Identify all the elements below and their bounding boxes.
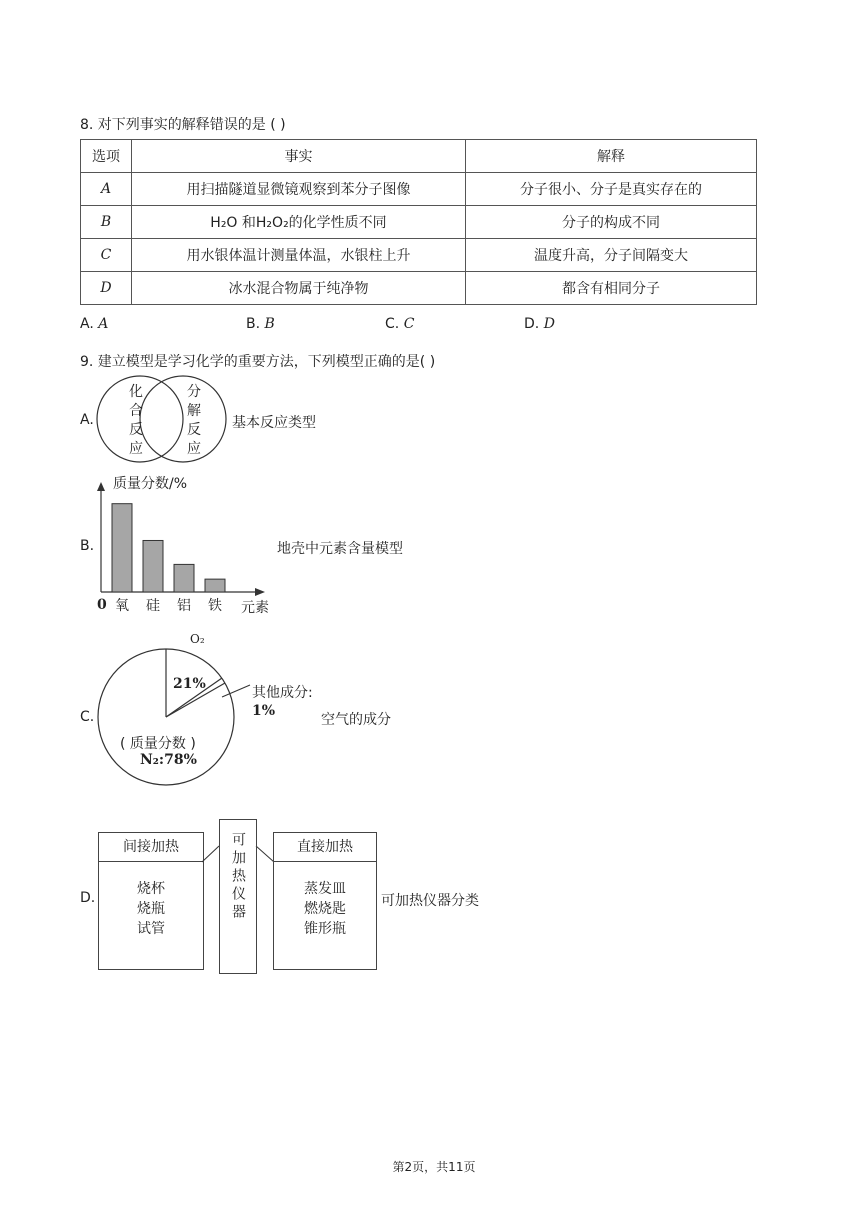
row-option: B xyxy=(81,206,132,239)
row-fact: 用水银体温计测量体温，水银柱上升 xyxy=(132,239,466,272)
option-value: A xyxy=(98,316,109,332)
table-row xyxy=(81,239,757,272)
tick-label: 铁 xyxy=(208,598,222,614)
char: 应 xyxy=(187,441,201,457)
table-header-row xyxy=(81,140,757,173)
list-item: 蒸发皿 xyxy=(304,881,346,897)
bar-铁 xyxy=(205,579,225,592)
tick-label: 铝 xyxy=(177,598,191,614)
header-fact: 事实 xyxy=(132,140,466,173)
row-fact: H₂O 和H₂O₂的化学性质不同 xyxy=(132,206,466,239)
direct-heating-box xyxy=(273,832,377,970)
char: 应 xyxy=(129,441,143,457)
list-item: 燃烧匙 xyxy=(304,901,346,917)
option-prefix: D. xyxy=(524,316,544,332)
header-explanation: 解释 xyxy=(466,140,757,173)
heatable-instruments-text: 可加热仪器 xyxy=(230,832,246,922)
row-explanation: 都含有相同分子 xyxy=(466,272,757,305)
y-axis-arrow xyxy=(97,482,105,491)
header-option: 选项 xyxy=(81,140,132,173)
leader-line xyxy=(222,685,250,697)
option-value: B xyxy=(264,316,275,332)
bar-chart-caption: 地壳中元素含量模型 xyxy=(277,541,403,557)
q8-option-c[interactable] xyxy=(385,316,414,332)
list-item: 烧杯 xyxy=(137,881,165,897)
bar-硅 xyxy=(143,540,163,592)
direct-heating-list xyxy=(274,879,376,939)
q9-option-c-prefix[interactable]: C. xyxy=(80,709,95,725)
o2-value: 21% xyxy=(173,676,206,692)
other-label: 其他成分: xyxy=(252,685,313,701)
bar-氧 xyxy=(112,504,132,592)
option-value: D xyxy=(543,316,555,332)
tick-label: 氧 xyxy=(115,598,129,614)
direct-heating-title: 直接加热 xyxy=(274,833,376,862)
bar-铝 xyxy=(174,564,194,592)
option-value: C xyxy=(403,316,415,332)
air-composition-pie xyxy=(95,645,240,790)
list-item: 锥形瓶 xyxy=(304,921,346,937)
connector-line xyxy=(256,846,274,862)
venn-caption: 基本反应类型 xyxy=(232,415,316,431)
pie-caption: 空气的成分 xyxy=(321,712,391,728)
q8-table xyxy=(80,139,757,305)
q9-option-d-prefix[interactable]: D. xyxy=(80,890,96,906)
list-item: 试管 xyxy=(137,921,165,937)
indirect-heating-box xyxy=(98,832,204,970)
tick-label: 硅 xyxy=(146,598,160,614)
x-axis-arrow xyxy=(255,588,265,596)
option-prefix: B. xyxy=(246,316,265,332)
list-item: 烧瓶 xyxy=(137,901,165,917)
left-circle-text xyxy=(126,383,146,459)
venn-diagram xyxy=(95,373,230,465)
indirect-heating-title: 间接加热 xyxy=(99,833,203,862)
row-option: A xyxy=(81,173,132,206)
char: 反 xyxy=(129,422,143,438)
heatable-instruments-box xyxy=(219,819,257,974)
char: 分 xyxy=(187,384,201,400)
q9-option-b-prefix[interactable]: B. xyxy=(80,538,95,554)
q8-option-d[interactable] xyxy=(524,316,555,332)
classification-caption: 可加热仪器分类 xyxy=(381,893,479,909)
row-explanation: 分子很小、分子是真实存在的 xyxy=(466,173,757,206)
row-explanation: 分子的构成不同 xyxy=(466,206,757,239)
char: 解 xyxy=(187,403,201,419)
row-option: C xyxy=(81,239,132,272)
right-circle-text xyxy=(184,383,204,459)
char: 合 xyxy=(129,403,143,419)
row-fact: 冰水混合物属于纯净物 xyxy=(132,272,466,305)
other-value: 1% xyxy=(252,703,276,719)
q9-stem: 9. 建立模型是学习化学的重要方法，下列模型正确的是( ) xyxy=(80,354,436,370)
char: 化 xyxy=(129,384,143,400)
pie-inner-note: ( 质量分数 ) xyxy=(120,736,196,752)
q9-option-a-prefix[interactable]: A. xyxy=(80,412,94,428)
row-explanation: 温度升高，分子间隔变大 xyxy=(466,239,757,272)
q8-option-b[interactable] xyxy=(246,316,275,332)
row-option: D xyxy=(81,272,132,305)
row-fact: 用扫描隧道显微镜观察到苯分子图像 xyxy=(132,173,466,206)
table-row xyxy=(81,206,757,239)
q8-option-a[interactable] xyxy=(80,316,108,332)
option-prefix: C. xyxy=(385,316,404,332)
o2-label: O₂ xyxy=(190,632,205,646)
n2-value: N₂:78% xyxy=(140,752,197,768)
option-prefix: A. xyxy=(80,316,99,332)
table-row xyxy=(81,173,757,206)
indirect-heating-list xyxy=(99,879,203,939)
table-row xyxy=(81,272,757,305)
connector-line xyxy=(202,846,219,862)
page-footer: 第2页，共11页 xyxy=(392,1160,476,1174)
chart-ylabel: 质量分数/% xyxy=(113,476,188,492)
chart-xlabel: 元素 xyxy=(241,600,269,616)
q8-stem: 8. 对下列事实的解释错误的是 ( ) xyxy=(80,117,286,133)
chart-origin: 0 xyxy=(97,597,107,613)
char: 反 xyxy=(187,422,201,438)
